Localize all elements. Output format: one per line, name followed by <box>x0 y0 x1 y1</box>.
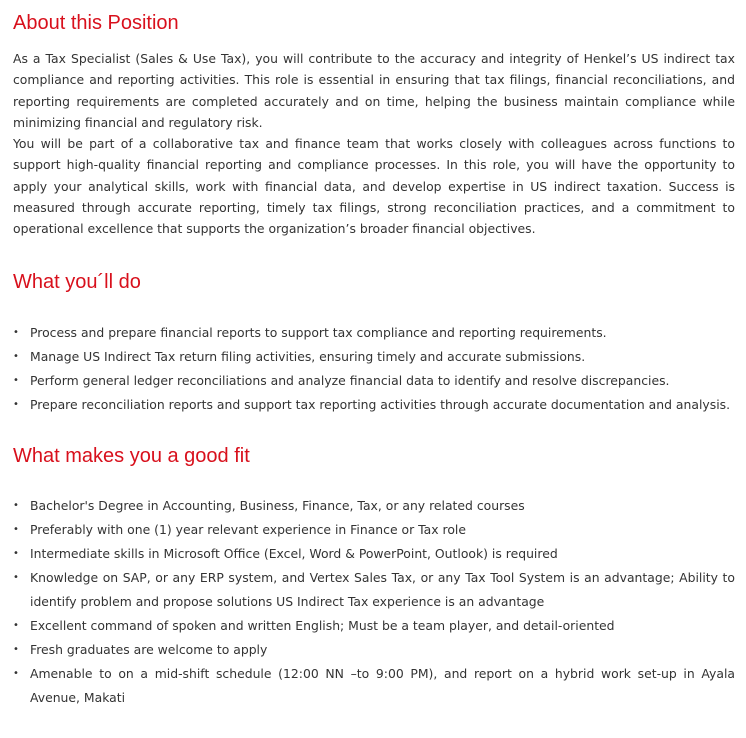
bullet-icon: • <box>13 399 19 410</box>
bullet-icon: • <box>13 620 19 631</box>
bullet-icon: • <box>13 668 19 679</box>
list-item: • Manage US Indirect Tax return filing activities, ensuring timely and accurate submissions. <box>13 345 735 369</box>
about-position-heading: About this Position <box>13 12 179 34</box>
qualifications-list <box>13 494 735 710</box>
bullet-icon: • <box>13 572 19 583</box>
bullet-icon: • <box>13 524 19 535</box>
list-item: • Prepare reconciliation reports and support tax reporting activities through accurate documentation and analysis. <box>13 393 735 417</box>
responsibilities-list <box>13 321 735 417</box>
bullet-icon: • <box>13 548 19 559</box>
bullet-icon: • <box>13 644 19 655</box>
list-item: • Bachelor's Degree in Accounting, Business, Finance, Tax, or any related courses <box>13 494 735 518</box>
about-position-body <box>13 48 735 240</box>
bullet-icon: • <box>13 327 19 338</box>
list-item: • Excellent command of spoken and written English; Must be a team player, and detail-oriented <box>13 614 735 638</box>
bullet-icon: • <box>13 351 19 362</box>
list-item: • Knowledge on SAP, or any ERP system, and Vertex Sales Tax, or any Tax Tool System is an advantage; Ability to identify problem and propose solutions US Indirect Tax experience is an advantage <box>13 566 735 614</box>
good-fit-heading: What makes you a good fit <box>13 445 250 467</box>
list-item: • Preferably with one (1) year relevant experience in Finance or Tax role <box>13 518 735 542</box>
list-item: • Perform general ledger reconciliations and analyze financial data to identify and resolve discrepancies. <box>13 369 735 393</box>
list-item: • Intermediate skills in Microsoft Office (Excel, Word & PowerPoint, Outlook) is required <box>13 542 735 566</box>
about-paragraph-2: You will be part of a collaborative tax and finance team that works closely with colleagues across functions to support high-quality financial reporting and compliance processes. In this role, you will have the opportunity to apply your analytical skills, work with financial data, and develop expertise in US indirect taxation. Success is measured through accurate reporting, timely tax filings, strong reconciliation practices, and a commitment to operational excellence that supports the organization’s broader financial objectives. <box>13 136 735 237</box>
about-paragraph-1: As a Tax Specialist (Sales & Use Tax), you will contribute to the accuracy and integrity of Henkel’s US indirect tax compliance and reporting activities. This role is essential in ensuring that tax filings, financial reconciliations, and reporting requirements are completed accurately and on time, helping the business maintain compliance while minimizing financial and regulatory risk. <box>13 51 735 130</box>
what-youll-do-heading: What you´ll do <box>13 271 141 293</box>
bullet-icon: • <box>13 500 19 511</box>
list-item: • Fresh graduates are welcome to apply <box>13 638 735 662</box>
bullet-icon: • <box>13 375 19 386</box>
list-item: • Process and prepare financial reports to support tax compliance and reporting requirements. <box>13 321 735 345</box>
list-item: • Amenable to on a mid-shift schedule (12:00 NN –to 9:00 PM), and report on a hybrid work set-up in Ayala Avenue, Makati <box>13 662 735 710</box>
